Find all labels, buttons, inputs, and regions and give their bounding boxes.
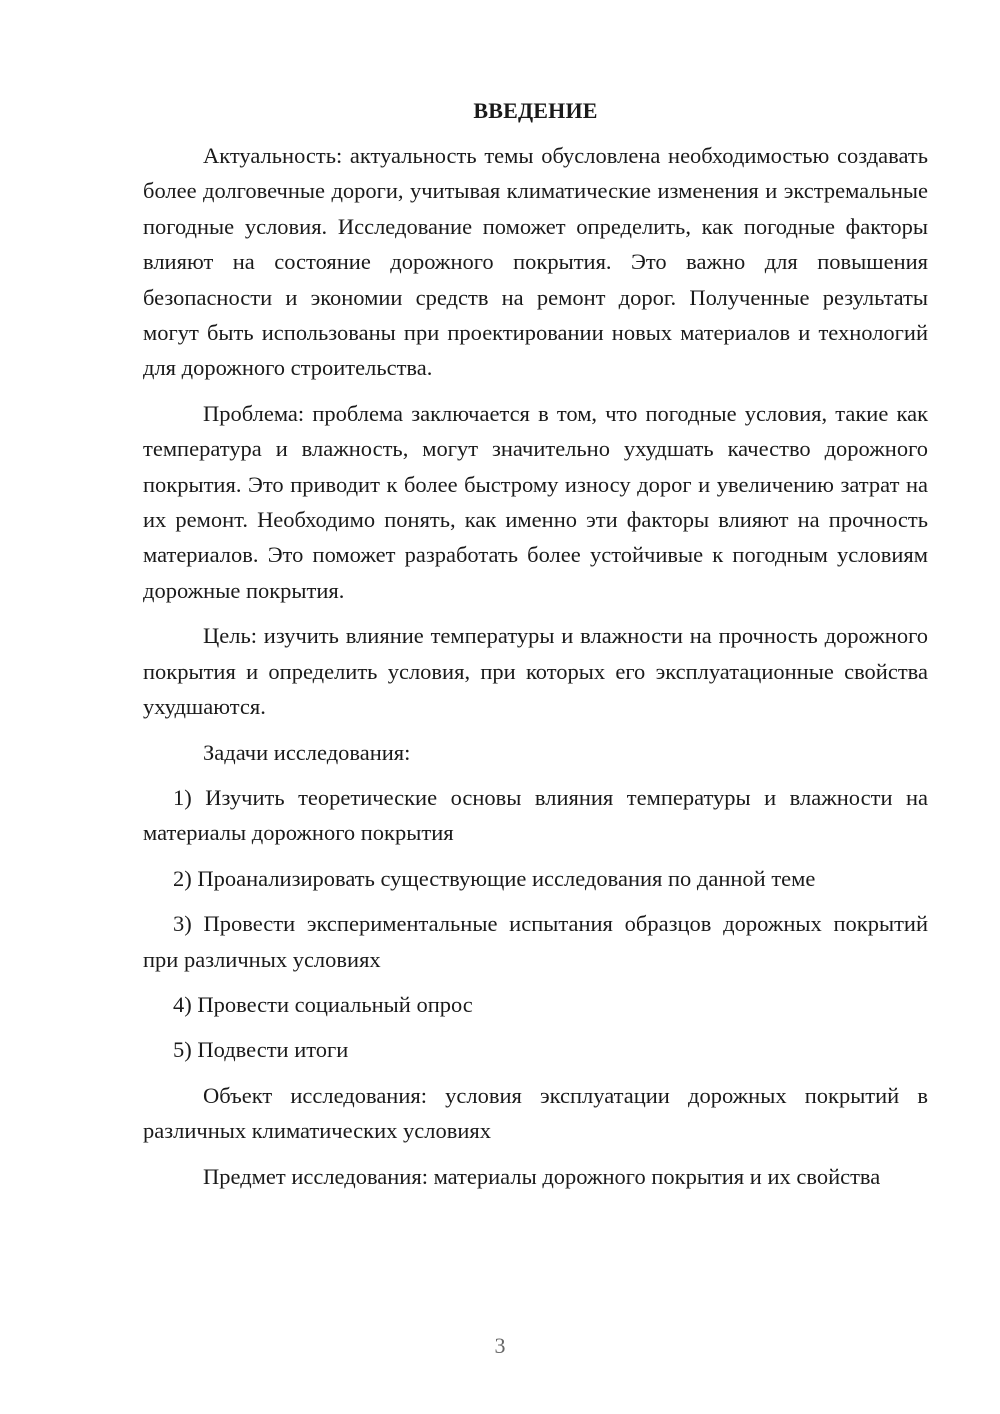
task-item-4: 4) Провести социальный опрос <box>173 991 473 1017</box>
document-body <box>143 93 928 1194</box>
task-item-5: 5) Подвести итоги <box>173 1037 349 1063</box>
problem-paragraph: Проблема: проблема заключается в том, что погодные условия, такие как температура и влажность, могут значительно ухудшать качество дорожного покрытия. Это приводит к более быстрому износу дорог и увеличению затрат на их ремонт. Необходимо понять, как именно эти факторы влияют на прочность материалов. Это поможет разработать более устойчивые к погодным условиям дорожные покрытия. <box>143 400 928 603</box>
goal-paragraph: Цель: изучить влияние температуры и влажности на прочность дорожного покрытия и определить условия, при которых его эксплуатационные свойства ухудшаются. <box>143 623 928 720</box>
object-paragraph: Объект исследования: условия эксплуатации дорожных покрытий в различных климатических условиях <box>143 1082 928 1144</box>
task-item-1: 1) Изучить теоретические основы влияния температуры и влажности на материалы дорожного покрытия <box>143 784 928 846</box>
page-number: 3 <box>494 1333 506 1358</box>
task-item-2: 2) Проанализировать существующие исследования по данной теме <box>173 865 816 891</box>
task-item-3: 3) Провести экспериментальные испытания образцов дорожных покрытий при различных условиях <box>143 911 928 972</box>
tasks-heading: Задачи исследования: <box>203 739 411 765</box>
subject-paragraph: Предмет исследования: материалы дорожного покрытия и их свойства <box>203 1163 881 1189</box>
relevance-paragraph: Актуальность: актуальность темы обусловлена необходимостью создавать более долговечные дороги, учитывая климатические изменения и экстремальные погодные условия. Исследование поможет определить, как погодные факторы влияют на состояние дорожного покрытия. Это важно для повышения безопасности и экономии средств на ремонт дорог. Полученные результаты могут быть использованы при проектировании новых материалов и технологий для дорожного строительства. <box>143 143 928 381</box>
page-title: ВВЕДЕНИЕ <box>473 98 598 123</box>
